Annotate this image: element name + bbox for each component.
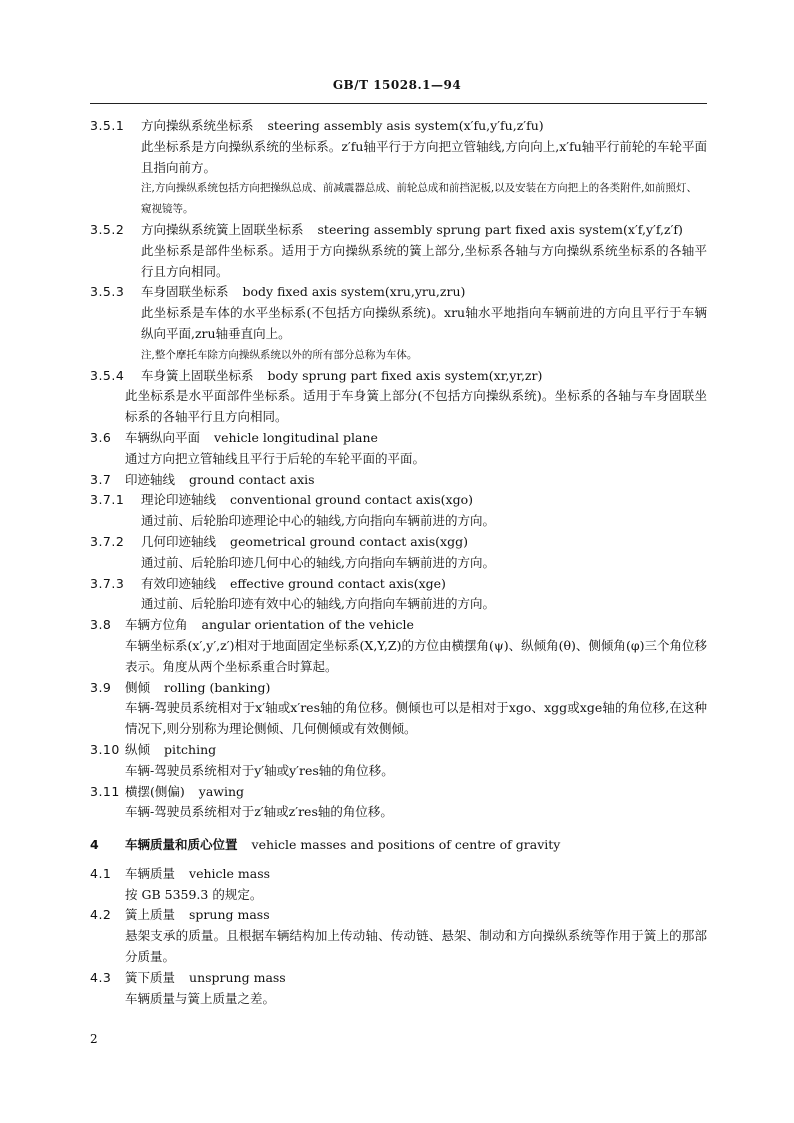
entry (90, 782, 707, 824)
entry (90, 532, 707, 574)
entry-text: 通过前、后轮胎印迹理论中心的轴线,方向指向车辆前进的方向。 (141, 513, 495, 529)
entry-english: unsprung mass (189, 969, 286, 985)
entry (90, 366, 707, 428)
entry (90, 864, 707, 906)
page-header: GB/T 15028.1—94 (332, 78, 462, 92)
entry-title: 印迹轴线 (125, 471, 176, 487)
entry-number: 4.2 (90, 907, 112, 923)
entry-title: 车辆纵向平面 (125, 429, 201, 445)
entry (90, 574, 707, 616)
entry-english: steering assembly sprung part fixed axis system(x′f,y′f,z′f) (317, 221, 683, 237)
entry (90, 116, 707, 220)
entry-title: 理论印迹轴线 (141, 492, 217, 508)
entry (90, 615, 707, 677)
entry-english: yawing (198, 783, 245, 799)
entry-title: 有效印迹轴线 (141, 575, 217, 591)
entry-note: 注,方向操纵系统包括方向把操纵总成、前减震器总成、前轮总成和前挡泥板,以及安装在方向把上的各类附件,如前照灯、窥视镜等。 (141, 182, 698, 216)
header-rule (90, 103, 707, 104)
entry-title: 纵倾 (125, 741, 151, 757)
entry-number: 3.5.2 (90, 221, 125, 237)
entry-title: 簧上质量 (125, 907, 176, 923)
entry-number: 3.8 (90, 617, 112, 633)
entry-title: 方向操纵系统簧上固联坐标系 (141, 221, 304, 237)
entry-title: 簧下质量 (125, 969, 176, 985)
entry-text: 通过前、后轮胎印迹有效中心的轴线,方向指向车辆前进的方向。 (141, 596, 495, 612)
document-body (90, 116, 707, 1009)
entry-text: 按 GB 5359.3 的规定。 (125, 886, 263, 902)
entry-english: pitching (164, 741, 217, 757)
entry (90, 490, 707, 532)
entry-text: 悬架支承的质量。且根据车辆结构加上传动轴、传动链、悬架、制动和方向操纵系统等作用于簧上的那部分质量。 (125, 928, 707, 965)
entry-note: 注,整个摩托车除方向操纵系统以外的所有部分总称为车体。 (141, 348, 418, 361)
entry-title: 横摆(侧偏) (125, 783, 185, 799)
entry (90, 905, 707, 967)
entry-title: 车身固联坐标系 (141, 284, 229, 300)
entry-title: 车辆质量 (125, 865, 176, 881)
entry (90, 220, 707, 282)
entry-number: 3.5.3 (90, 284, 125, 300)
entry-number: 3.11 (90, 783, 120, 799)
entry-number: 3.7.1 (90, 492, 125, 508)
section-english: vehicle masses and positions of centre of gravity (251, 837, 561, 853)
page-number: 2 (90, 1032, 98, 1046)
section-number: 4 (90, 837, 100, 853)
section-title: 车辆质量和质心位置 (125, 837, 238, 853)
entry-english: angular orientation of the vehicle (201, 617, 414, 633)
entry-english: sprung mass (189, 907, 270, 923)
entry-text: 通过前、后轮胎印迹几何中心的轴线,方向指向车辆前进的方向。 (141, 554, 495, 570)
entry-text: 此坐标系是方向操纵系统的坐标系。z′fu轴平行于方向把立管轴线,方向向上,x′fu轴平行前轮的车轮平面且指向前方。 (141, 138, 707, 175)
entry-text: 此坐标系是部件坐标系。适用于方向操纵系统的簧上部分,坐标系各轴与方向操纵系统坐标系的各轴平行且方向相同。 (141, 242, 707, 279)
entry-number: 4.3 (90, 969, 112, 985)
entry-english: conventional ground contact axis(xgo) (230, 492, 473, 508)
entry-title: 方向操纵系统坐标系 (141, 118, 254, 133)
entry-number: 3.7.3 (90, 575, 125, 591)
entry-title: 侧倾 (125, 679, 151, 695)
entry-number: 3.6 (90, 429, 112, 445)
entry-text: 车辆-驾驶员系统相对于y′轴或y′res轴的角位移。 (125, 762, 394, 778)
entry-english: vehicle longitudinal plane (214, 429, 378, 445)
entry-text: 车辆-驾驶员系统相对于x′轴或x′res轴的角位移。侧倾也可以是相对于xgo、xgg或xge轴的角位移,在这种情况下,则分别称为理论侧倾、几何侧倾或有效侧倾。 (125, 700, 707, 737)
entry-text: 通过方向把立管轴线且平行于后轮的车轮平面的平面。 (125, 450, 426, 466)
entry-number: 3.5.4 (90, 367, 125, 383)
entry-text: 车辆-驾驶员系统相对于z′轴或z′res轴的角位移。 (125, 804, 393, 820)
entry-english: body sprung part fixed axis system(xr,yr,zr) (267, 367, 543, 383)
entry-title: 车身簧上固联坐标系 (141, 367, 254, 383)
entry-number: 3.7.2 (90, 533, 125, 549)
entry-number: 3.9 (90, 679, 112, 695)
entry-text: 此坐标系是车体的水平坐标系(不包括方向操纵系统)。xru轴水平地指向车辆前进的方向且平行于车辆纵向平面,zru轴垂直向上。 (141, 305, 707, 341)
entry (90, 282, 707, 365)
entry-text: 此坐标系是水平面部件坐标系。适用于车身簧上部分(不包括方向操纵系统)。坐标系的各轴与车身固联坐标系的各轴平行且方向相同。 (125, 388, 707, 425)
entry-english: rolling (banking) (164, 679, 271, 695)
entry-english: geometrical ground contact axis(xgg) (230, 533, 468, 549)
entry (90, 678, 707, 740)
entry-english: body fixed axis system(xru,yru,zru) (242, 284, 466, 300)
entry-number: 3.5.1 (90, 118, 125, 133)
entry (90, 740, 707, 782)
entry (90, 968, 707, 1010)
entry-english: steering assembly asis system(x′fu,y′fu,z′fu) (267, 118, 544, 133)
entry-english: effective ground contact axis(xge) (230, 575, 446, 591)
entry-number: 4.1 (90, 865, 112, 881)
entry-english: ground contact axis (189, 471, 315, 487)
entry (90, 470, 707, 491)
section-heading (90, 835, 707, 856)
entry-number: 3.7 (90, 471, 112, 487)
entry-english: vehicle mass (189, 865, 271, 881)
entry-text: 车辆质量与簧上质量之差。 (125, 990, 276, 1006)
entry-title: 几何印迹轴线 (141, 533, 217, 549)
entry-title: 车辆方位角 (125, 617, 188, 633)
entry-text: 车辆坐标系(x′,y′,z′)相对于地面固定坐标系(X,Y,Z)的方位由横摆角(ψ)、纵倾角(θ)、侧倾角(φ)三个角位移表示。角度从两个坐标系重合时算起。 (125, 637, 707, 674)
entry (90, 428, 707, 470)
entry-number: 3.10 (90, 741, 120, 757)
